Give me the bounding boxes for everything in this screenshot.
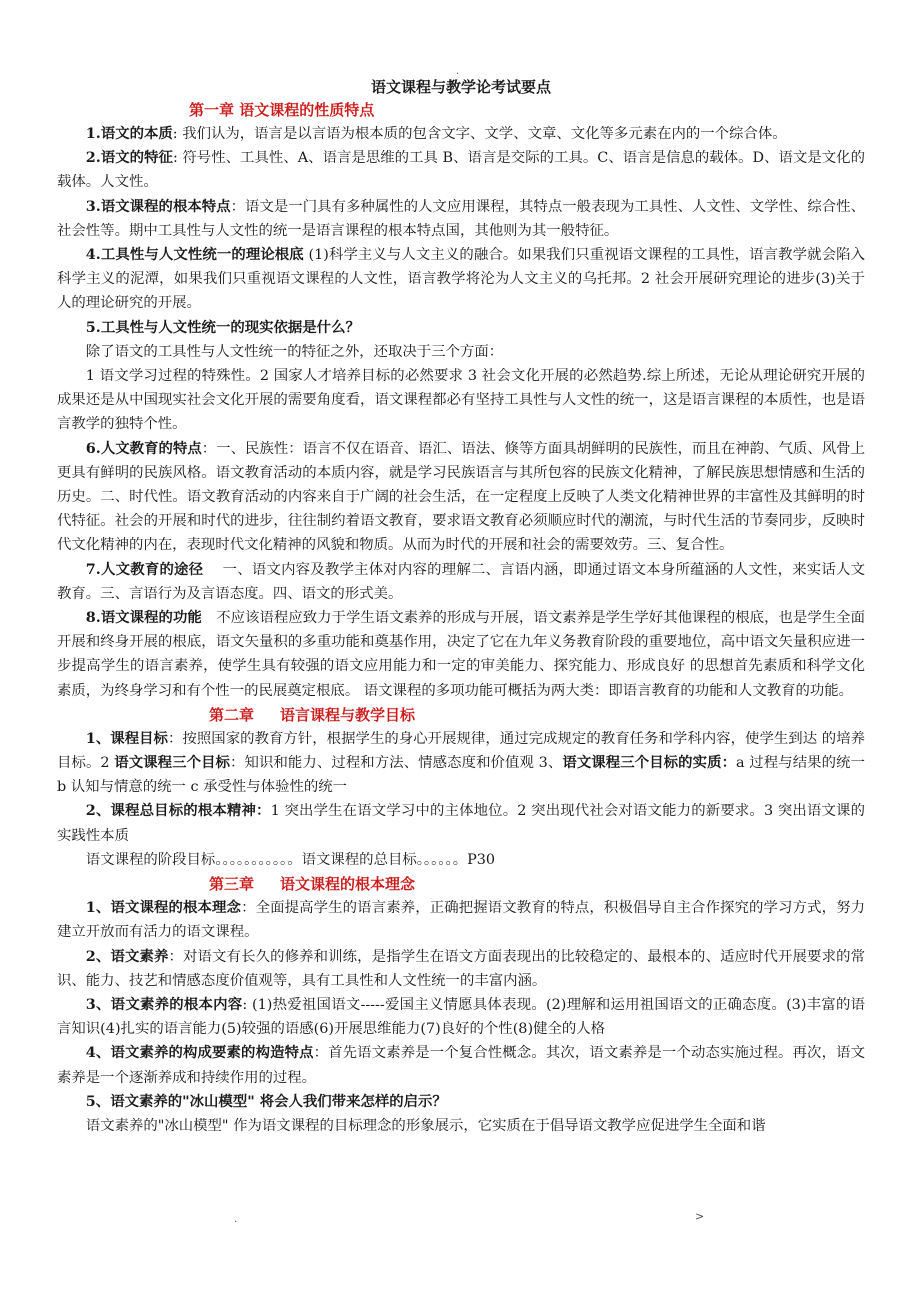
ch1-para-5-text: 1 语文学习过程的特殊性。2 国家人才培养目标的必然要求 3 社会文化开展的必然趋势.综上所述，无论从理论研究开展的成果还是从中国现实社会文化开展的需要角度看，语文课程都必有坚持工具性与人文性的统一，这是语言课程的本质性，也是语言教学的独特个性。 [57,368,865,433]
chapter2-heading [57,703,865,727]
chapter3-title: 语文课程的根本理念 [280,875,416,894]
chapter2-number: 第二章 [209,705,255,724]
ch1-text-2: : 符号性、工具性、A、语言是思维的工具 B、语言是交际的工具。C、语言是信息的载体。D、语文是文化的载体。人文性。 [57,150,865,191]
ch3-label-5: 5、语文素养的"冰山模型" 将会人我们带来怎样的启示？ [85,1092,447,1110]
chapter3-heading [57,872,865,896]
document-page [57,68,865,1138]
ch1-label-6: 6.人文教育的特点 [85,439,202,457]
ch2-para-3: 语文课程的阶段目标。。。。。。。。。。。语文课程的总目标。。。。。。P30 [85,851,496,868]
ch1-para-5 [57,316,865,340]
ch2-label-1: 1、课程目标 [85,729,168,747]
ch3-para-2 [57,945,865,993]
ch3-para-5 [57,1090,865,1114]
document-title: 语文课程与教学论考试要点 [370,78,551,96]
ch1-para-7 [57,558,865,606]
ch2-text-2: 1 突出学生在语文学习中的主体地位。2 突出现代社会对语文能力的新要求。3 突出语文课的实践性本质 [57,803,865,844]
footer-left-mark: . [234,1214,238,1225]
ch3-text-4: ：首先语文素养是一个复合性概念。其次，语文素养是一个动态实施过程。再次，语文素养是一个逐渐养成和持续作用的过程。 [57,1045,865,1086]
ch1-label-5: 5.工具性与人文性统一的现实依据是什么？ [85,318,360,336]
ch1-text-8: 不应该语程应致力于学生语文素养的形成与开展，语文素养是学生学好其他课程的根底，也是学生全面开展和终身开展的根底，语文矢量积的多重功能和奠基作用，决定了它在九年义务教育阶段的重要地位，高中语文矢量积应进一步提高学生的语言素养，使学生具有较强的语文应用能力和一定的审美能力、探究能力、形成良好 的思想首先素质和科学文化素质，为终身学习和有个性一的民展奠定根底。 语文课程的多项功能可概括为两大类：即语言教育的功能和人文教育的功能。 [57,610,865,699]
ch1-para-1 [57,122,865,146]
ch1-text-1: : 我们认为，语言是以言语为根本质的包含文字、文学、文章、文化等多元素在内的一个综合体。 [172,126,787,142]
ch1-para-6 [57,437,865,558]
ch2-text-1a: ：按照国家的教育方针，根据学生的身心开展规律，通过完成规定的教育任务和学科内容，使学生到达 的培养目标。2 [57,730,866,772]
ch3-text-1: ：全面提高学生的语言素养，正确把握语文教育的特点，积极倡导自主合作探究的学习方式，努力建立开放而有活力的语文课程。 [57,900,865,941]
ch2-text-1b: ：知识和能力、过程和方法、情感态度和价值观 3、 [230,755,563,772]
ch2-text-1c: a 过程与结果的统一 b 认知与情意的统一 c 承受性与体验性的统一 [57,755,865,796]
ch1-label-8: 8.语文课程的功能 [85,609,202,627]
ch2-label-1c: 语文课程三个目标的实质： [562,754,737,772]
ch1-text-7: 一、语文内容及教学主体对内容的理解二、言语内涵，即通过语文本身所蕴涵的人文性，来实话人文教育。三、言语行为及言语态度。四、语文的形式美。 [57,561,865,602]
ch1-label-1: 1.语文的本质 [85,125,173,142]
ch3-text-2: ：对语文有长久的修养和训练，是指学生在语文方面表现出的比较稳定的、最根本的、适应时代开展要求的常识、能力、技艺和情感态度价值观等，具有工具性和人文性统一的丰富内涵。 [57,948,865,989]
ch3-label-1: 1、语文课程的根本理念 [85,899,242,917]
ch3-text-3: : (1)热爱祖国语文-----爱国主义情愿具体表现。(2)理解和运用祖国语文的正确态度。(3)丰富的语言知识(4)扎实的语言能力(5)较强的语感(6)开展思维能力(7)良好的个性(8)健全的人格 [57,996,865,1038]
ch2-label-2: 2、课程总目标的根本精神： [85,802,271,820]
ch1-label-2: 2.语文的特征 [85,149,173,167]
ch3-label-3: 3、语文素养的根本内容 [85,995,243,1013]
ch1-text-3: ：语文是一门具有多种属性的人文应用课程，其特点一般表现为工具性、人文性、文学性、综合性、社会性等。期中工具性与人文性的统一是语言课程的根本特点国，其他则为其一般特征。 [57,198,865,239]
footer-right-mark: > [695,1210,705,1223]
ch1-para-3 [57,195,865,243]
ch1-para-4 [57,243,865,316]
ch3-para-4 [57,1041,865,1089]
ch3-para-1 [57,896,865,944]
ch3-para-6: 语文素养的"冰山模型" 作为语文课程的目标理念的形象展示，它实质在于倡导语文教学应促进学生全面和谐 [85,1117,766,1134]
ch2-para-1 [57,727,865,800]
ch1-text-4: (1)科学主义与人文主义的融合。如果我们只重视语文课程的工具性，语言教学就会陷入科学主义的泥潭，如果我们只重视语文课程的人文性，语言教学将沦为人文主义的乌托邦。2 社会开展研究理论的进步(3)关于人的理论研究的开展。 [57,247,865,312]
chapter2-title: 语言课程与教学目标 [280,705,416,724]
ch2-para-2 [57,799,865,847]
header-mark: . [456,66,460,77]
ch1-para-5-intro: 除了语文的工具性与人文性统一的特征之外，还取决于三个方面： [85,343,504,360]
ch3-para-3 [57,993,865,1041]
ch3-label-4: 4、语文素养的构成要素的构造特点 [85,1044,314,1062]
ch3-label-2: 2、语文素养 [85,947,169,965]
chapter3-number: 第三章 [209,875,255,894]
ch1-para-2 [57,146,865,194]
ch1-label-4: 4.工具性与人文性统一的理论根底 [85,246,304,264]
ch1-label-3: 3.语文课程的根本特点 [85,197,231,215]
ch1-para-8 [57,606,865,703]
chapter1-heading: 第一章 语文课程的性质特点 [189,101,375,119]
ch2-label-1b: 语文课程三个目标 [114,754,231,772]
ch1-text-6: ：一、民族性：语言不仅在语音、语汇、语法、倏等方面具胡鲜明的民族性，而且在神韵、气质、风骨上更具有鲜明的民族风格。语文教育活动的本质内容，就是学习民族语言与其所包容的民族文化精神，了解民族思想情感和生活的历史。二、时代性。语文教育活动的内容来自于广阔的社会生活，在一定程度上反映了人类文化精神世界的丰富性及其鲜明的时代特征。社会的开展和时代的进步，往往制约着语文教育，要求语文教育必须顺应时代的潮流，与时代生活的节奏同步，反映时代文化精神的内在，表现时代文化精神的风貌和物质。从而为时代的开展和社会的需要效劳。三、复合性。 [57,440,865,554]
ch1-label-7: 7.人文教育的途径 [85,560,204,578]
